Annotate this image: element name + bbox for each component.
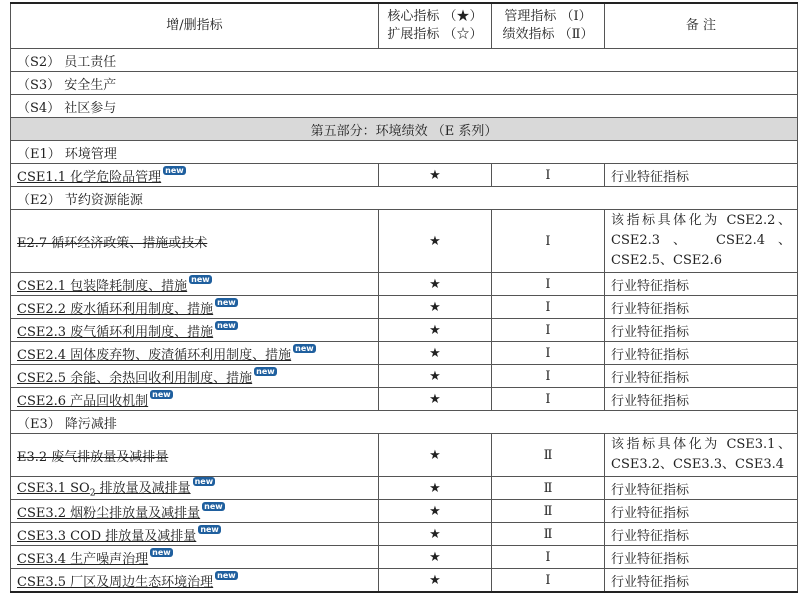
- core-star: ★: [379, 296, 492, 319]
- new-badge: new: [191, 274, 210, 284]
- core-star: ★: [379, 500, 492, 523]
- table-row: [11, 296, 798, 319]
- core-star: ★: [379, 164, 492, 187]
- indicator-type: Ⅰ: [492, 164, 605, 187]
- table-row: [11, 500, 798, 523]
- table-row: [11, 164, 798, 187]
- section-row: （E2） 节约资源能源: [11, 187, 798, 210]
- indicator-name: CSE2.2 废水循环利用制度、措施: [17, 301, 214, 317]
- deleted-indicator-name: E3.2 废气排放量及减排量: [17, 449, 169, 465]
- header-mgmt-perf: 管理指标 （Ⅰ） 绩效指标 （Ⅱ）: [492, 3, 605, 49]
- indicator-name: CSE1.1 化学危险品管理: [17, 169, 162, 185]
- remark: 行业特征指标: [605, 319, 798, 342]
- remark: 该指标具体化为 CSE2.2、CSE2.3、 CSE2.4、 CSE2.5、CSE2.6: [605, 210, 798, 273]
- new-badge: new: [256, 366, 275, 376]
- remark: 行业特征指标: [605, 164, 798, 187]
- core-star: ★: [379, 365, 492, 388]
- table-row: [11, 273, 798, 296]
- core-star: ★: [379, 388, 492, 411]
- section-row: （E1） 环境管理: [11, 141, 798, 164]
- indicator-type: Ⅰ: [492, 319, 605, 342]
- indicator-type: Ⅰ: [492, 273, 605, 296]
- remark: 行业特征指标: [605, 500, 798, 523]
- core-star: ★: [379, 477, 492, 500]
- indicator-name: CSE3.2 烟粉尘排放量及减排量: [17, 505, 201, 521]
- indicator-type: Ⅱ: [492, 500, 605, 523]
- table-row: [11, 434, 798, 477]
- indicator-type: Ⅱ: [492, 434, 605, 477]
- indicator-name: CSE2.1 包装降耗制度、措施: [17, 278, 188, 294]
- indicator-name: CSE3.1 $SO_2$ 排放量及减排量: [17, 481, 191, 499]
- new-badge: new: [165, 165, 184, 175]
- section-row: （E3） 降污减排: [11, 411, 798, 434]
- new-badge: new: [217, 570, 236, 580]
- remark: 行业特征指标: [605, 477, 798, 500]
- indicator-name: CSE3.5 厂区及周边生态环境治理: [17, 574, 214, 590]
- indicator-type: Ⅱ: [492, 477, 605, 500]
- indicator-name: CSE3.3 COD 排放量及减排量: [17, 528, 197, 544]
- remark: 行业特征指标: [605, 273, 798, 296]
- remark: 行业特征指标: [605, 388, 798, 411]
- new-badge: new: [152, 547, 171, 557]
- new-badge: new: [152, 389, 171, 399]
- indicator-type: Ⅰ: [492, 388, 605, 411]
- indicator-type: Ⅰ: [492, 569, 605, 593]
- remark: 行业特征指标: [605, 296, 798, 319]
- indicator-name: CSE3.4 生产噪声治理: [17, 551, 149, 567]
- indicator-type: Ⅰ: [492, 296, 605, 319]
- deleted-indicator-name: E2.7 循环经济政策、措施或技术: [17, 235, 208, 251]
- section-row: （S2） 员工责任: [11, 49, 798, 72]
- core-star: ★: [379, 523, 492, 546]
- part-header-row: 第五部分：环境绩效 （E 系列）: [11, 118, 798, 141]
- indicator-name: CSE2.6 产品回收机制: [17, 393, 149, 409]
- core-star: ★: [379, 210, 492, 273]
- table-row: [11, 388, 798, 411]
- new-badge: new: [217, 297, 236, 307]
- core-star: ★: [379, 273, 492, 296]
- new-badge: new: [217, 320, 236, 330]
- remark: 行业特征指标: [605, 342, 798, 365]
- new-badge: new: [194, 477, 214, 487]
- remark: 行业特征指标: [605, 546, 798, 569]
- table-row: [11, 210, 798, 273]
- indicator-type: Ⅰ: [492, 365, 605, 388]
- header-remark: 备 注: [605, 3, 798, 49]
- indicator-name: CSE2.3 废气循环利用制度、措施: [17, 324, 214, 340]
- indicator-type: Ⅰ: [492, 546, 605, 569]
- section-row: （S4） 社区参与: [11, 95, 798, 118]
- indicator-table: [10, 2, 798, 593]
- table-row: [11, 477, 798, 500]
- table-row: [11, 546, 798, 569]
- indicator-type: Ⅱ: [492, 523, 605, 546]
- table-row: [11, 365, 798, 388]
- core-star: ★: [379, 569, 492, 593]
- core-star: ★: [379, 319, 492, 342]
- remark: 行业特征指标: [605, 523, 798, 546]
- section-row: （S3） 安全生产: [11, 72, 798, 95]
- table-row: [11, 569, 798, 593]
- table-row: [11, 342, 798, 365]
- core-star: ★: [379, 434, 492, 477]
- header-indicator: 增/删指标: [11, 3, 379, 49]
- indicator-name: CSE2.5 余能、余热回收利用制度、措施: [17, 370, 253, 386]
- table-row: [11, 319, 798, 342]
- remark: 该指标具体化为 CSE3.1、CSE3.2、CSE3.3、CSE3.4: [605, 434, 798, 477]
- indicator-name: CSE2.4 固体废弃物、废渣循环利用制度、措施: [17, 347, 292, 363]
- new-badge: new: [295, 343, 314, 353]
- header-row: [11, 3, 798, 49]
- indicator-type: Ⅰ: [492, 210, 605, 273]
- new-badge: new: [200, 524, 219, 534]
- header-core-ext: 核心指标 （★） 扩展指标 （☆）: [379, 3, 492, 49]
- remark: 行业特征指标: [605, 365, 798, 388]
- remark: 行业特征指标: [605, 569, 798, 593]
- table-row: [11, 523, 798, 546]
- new-badge: new: [204, 501, 223, 511]
- indicator-type: Ⅰ: [492, 342, 605, 365]
- core-star: ★: [379, 546, 492, 569]
- core-star: ★: [379, 342, 492, 365]
